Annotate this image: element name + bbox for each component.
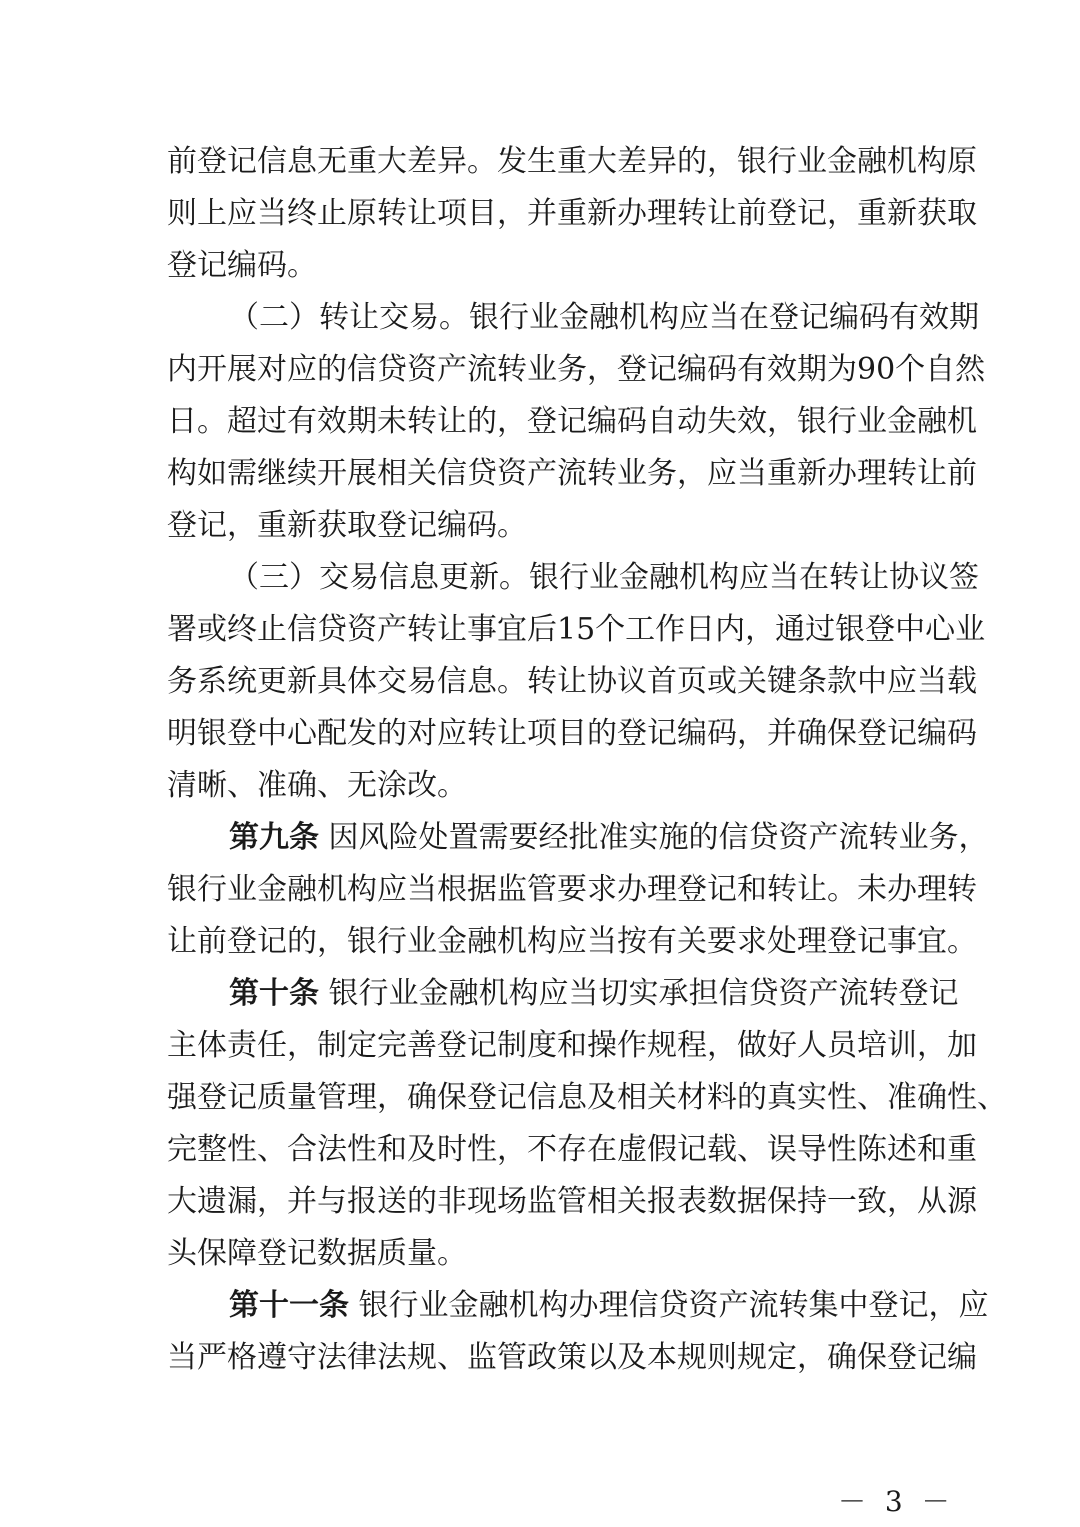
article-9-line xyxy=(229,820,989,856)
text-line: 银行业金融机构应当根据监管要求办理登记和转让。未办理转 xyxy=(167,872,977,907)
text-line: 明银登中心配发的对应转让项目的登记编码，并确保登记编码 xyxy=(167,716,977,751)
text-line: 内开展对应的信贷资产流转业务，登记编码有效期为90个自然 xyxy=(167,352,986,387)
text-line: 头保障登记数据质量。 xyxy=(167,1236,467,1271)
text-line: 当严格遵守法律法规、监管政策以及本规则规定，确保登记编 xyxy=(167,1340,977,1375)
article-heading: 第九条 xyxy=(229,820,319,855)
text-line: （三）交易信息更新。银行业金融机构应当在转让协议签 xyxy=(229,560,979,595)
text-line: 构如需继续开展相关信贷资产流转业务，应当重新办理转让前 xyxy=(167,456,977,491)
article-11-line xyxy=(229,1288,989,1324)
text-line: 强登记质量管理，确保登记信息及相关材料的真实性、准确性、 xyxy=(167,1080,1007,1115)
text-line: 大遗漏，并与报送的非现场监管相关报表数据保持一致，从源 xyxy=(167,1184,977,1219)
text-line: 务系统更新具体交易信息。转让协议首页或关键条款中应当载 xyxy=(167,664,977,699)
text-line: 登记，重新获取登记编码。 xyxy=(167,508,527,543)
text-line: （二）转让交易。银行业金融机构应当在登记编码有效期 xyxy=(229,300,979,335)
text-line: 前登记信息无重大差异。发生重大差异的，银行业金融机构原 xyxy=(167,144,977,179)
text-line: 主体责任，制定完善登记制度和操作规程，做好人员培训，加 xyxy=(167,1028,977,1063)
text-line: 则上应当终止原转让项目，并重新办理转让前登记，重新获取 xyxy=(167,196,977,231)
text-line: 署或终止信贷资产转让事宜后15个工作日内，通过银登中心业 xyxy=(167,612,986,647)
text-line: 清晰、准确、无涂改。 xyxy=(167,768,467,803)
text-line: 日。超过有效期未转让的，登记编码自动失效，银行业金融机 xyxy=(167,404,977,439)
text-line: 完整性、合法性和及时性，不存在虚假记载、误导性陈述和重 xyxy=(167,1132,977,1167)
text-line: 登记编码。 xyxy=(167,248,317,283)
article-10-line xyxy=(229,976,959,1012)
article-text: 因风险处置需要经批准实施的信贷资产流转业务， xyxy=(328,820,989,855)
text-line: 让前登记的，银行业金融机构应当按有关要求处理登记事宜。 xyxy=(167,924,977,959)
article-text: 银行业金融机构应当切实承担信贷资产流转登记 xyxy=(328,976,959,1011)
article-heading: 第十条 xyxy=(229,976,319,1011)
article-text: 银行业金融机构办理信贷资产流转集中登记，应 xyxy=(358,1288,989,1323)
page-number: － 3 － xyxy=(838,1485,950,1518)
article-heading: 第十一条 xyxy=(229,1288,349,1323)
